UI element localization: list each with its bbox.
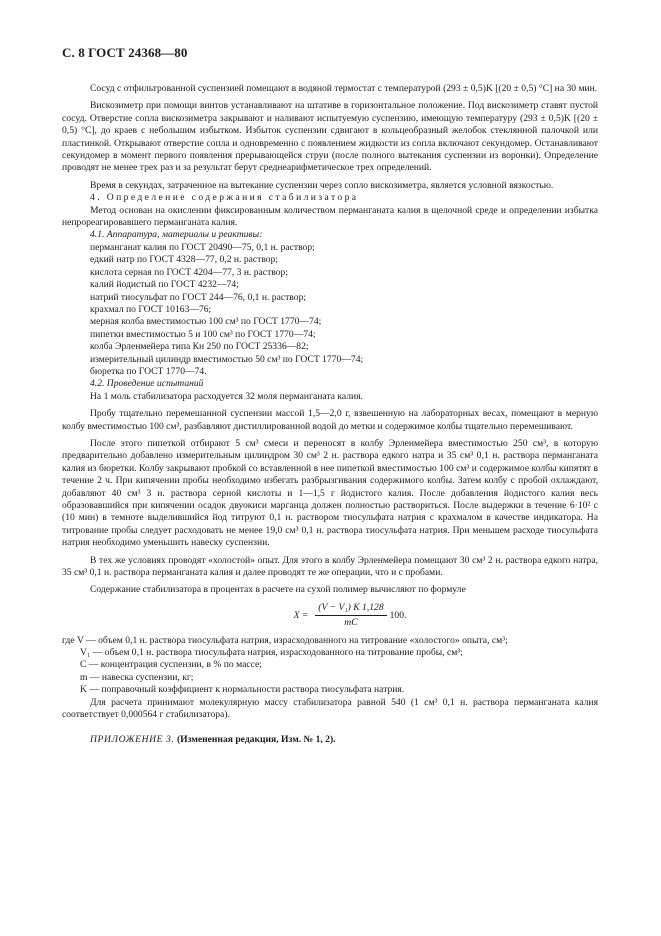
definition-m: m — навеска суспензии, кг; bbox=[80, 671, 194, 683]
page-header: С. 8 ГОСТ 24368—80 bbox=[62, 45, 188, 60]
list-item: калий йодистый по ГОСТ 4232—74; bbox=[90, 279, 239, 291]
paragraph-stoichiometry: На 1 моль стабилизатора расходуется 32 моля перманганата калия. bbox=[90, 390, 363, 402]
section-4-heading: 4. Определение содержания стабилизатора bbox=[90, 192, 359, 204]
formula-numerator: (V − V₁) K 1,128 bbox=[315, 602, 386, 616]
definition-c: C — концентрация суспензии, в % по массе; bbox=[80, 659, 262, 671]
paragraph-molecular-mass: Для расчета принимают молекулярную массу стабилизатора равной 540 (1 см³ 0,1 н. раствора перманганата калия соответствует 0,000564 г стабилизатора). bbox=[62, 696, 598, 721]
paragraph-sample-prep: Пробу тщательно перемешанной суспензии массой 1,5—2,0 г, взвешенную на лабораторных весах, помещают в мерную колбу вместимостью 100 см³, разбавляют дистиллированной водой до метки и содержимое колбы тщательно перемешивают. bbox=[62, 408, 598, 432]
list-item: мерная колба вместимостью 100 см³ по ГОСТ 1770—74; bbox=[90, 316, 322, 328]
formula-multiplier: 100. bbox=[389, 609, 407, 621]
document-body bbox=[62, 78, 598, 746]
paragraph-formula-intro: Содержание стабилизатора в процентах в расчете на сухой полимер вычисляют по формуле bbox=[90, 584, 466, 596]
definition-v: где V — объем 0,1 н. раствора тиосульфата натрия, израсходованного на титрование «холостого» опыта, см³; bbox=[62, 634, 508, 646]
list-item: колба Эрленмейера типа Кн 250 по ГОСТ 25336—82; bbox=[90, 341, 309, 353]
paragraph-method-basis: Метод основан на окислении фиксированным количеством перманганата калия в щелочной среде и определении избытка непрореагировавшего перманганата калия. bbox=[62, 204, 598, 229]
formula-fraction bbox=[315, 602, 386, 630]
list-item: кислота серная по ГОСТ 4204—77, 3 н. раствор; bbox=[90, 266, 288, 278]
appendix-note bbox=[62, 734, 598, 746]
subsection-4-1-heading: 4.1. Аппаратура, материалы и реактивы: bbox=[90, 229, 263, 241]
list-item: бюретка по ГОСТ 1770—74. bbox=[90, 365, 207, 377]
list-item: перманганат калия по ГОСТ 20490—75, 0,1 н. раствор; bbox=[90, 241, 315, 253]
stabilizer-formula bbox=[102, 602, 598, 630]
formula-definitions bbox=[62, 635, 598, 697]
paragraph-blank-test: В тех же условиях проводят «холостой» опыт. Для этого в колбу Эрленмейера помещают 30 см³ 2 н. раствора едкого натра, 35 см³ 0,1 н. раствора перманганата калия и далее проводят те же операции, что и с пробами. bbox=[62, 554, 598, 579]
subsection-4-2-heading: 4.2. Проведение испытаний bbox=[90, 378, 204, 390]
list-item: измерительный цилиндр вместимостью 50 см³ по ГОСТ 1770—74; bbox=[90, 353, 364, 365]
definition-k: K — поправочный коэффициент к нормальности раствора тиосульфата натрия. bbox=[80, 684, 405, 696]
list-item: натрий тиосульфат по ГОСТ 244—76, 0,1 н. раствор; bbox=[90, 291, 307, 303]
list-item: едкий натр по ГОСТ 4328—77, 0,2 н. раствор; bbox=[90, 254, 279, 266]
formula-denominator: mC bbox=[344, 617, 358, 629]
definition-v1: V₁ — объем 0,1 н. раствора тиосульфата натрия, израсходованного на титрование пробы, см³; bbox=[80, 647, 463, 659]
paragraph-viscometer-procedure: Вискозиметр при помощи винтов устанавливают на штативе в горизонтальное положение. Под вискозиметр ставят пустой сосуд. Отверстие сопла вискозиметра закрывают и наливают испытуемую суспензию, имеющую температуру (293 ± 0,5)K [(20 ± 0,5) °C], до краев с небольшим избытком. Избыток суспензии сдвигают в кольцеобразный желобок стеклянной палочкой или пластинкой. Открывают отверстие сопла и одновременно с появлением жидкости из сопла включают секундомер. Останавливают секундомер в момент первого появления прерывающейся струи (после полного вытекания суспензии из воронки). Определение проводят не менее трех раз и за результат берут среднеарифметическое трех определений. bbox=[62, 100, 598, 174]
paragraph-conditional-viscosity: Время в секундах, затраченное на вытекание суспензии через сопло вискозиметра, является условной вязкостью. bbox=[90, 179, 554, 191]
appendix-label: ПРИЛОЖЕНИЕ 3. bbox=[90, 733, 175, 745]
paragraph-thermostat: Сосуд с отфильтрованной суспензией помещают в водяной термостат с температурой (293 ± 0,5)K [(20 ± 0,5) °C] на 30 мин. bbox=[90, 83, 598, 94]
materials-list bbox=[62, 242, 598, 378]
formula-lhs: X = bbox=[293, 609, 309, 621]
list-item: пипетки вместимостью 5 и 100 см³ по ГОСТ 1770—74; bbox=[90, 328, 316, 340]
paragraph-titration: После этого пипеткой отбирают 5 см³ смеси и переносят в колбу Эрленмейера вместимостью 250 см³, в которую предварительно добавлено измерительным цилиндром 30 см³ 2 н. раствора едкого натра и 35 см³ 0,1 н. раствора перманганата калия из бюретки. Колбу закрывают пробкой со вставленной в нее пипеткой вместимостью 100 см³ и содержимое колбы кипятят в течение 2 ч. При кипячении пробы необходимо избегать разбрызгивания содержимого колбы. Затем колбу с пробой охлаждают, добавляют 40 см³ 3 н. раствора серной кислоты и 1—1,5 г йодистого калия. После добавления йодистого калия весь образовавшийся при кипячении осадок двуокиси марганца должен полностью раствориться. После выдержки в течение 6·10² с (10 мин) в темноте выделившийся йод титруют 0,1 н. раствором тиосульфата натрия с крахмалом в качестве индикатора. На титрование пробы следует расходовать не менее 19,0 см³ 0,1 н. раствора тиосульфата натрия. При меньшем расходе тиосульфата натрия необходимо уменьшить навеску суспензии. bbox=[62, 437, 598, 549]
list-item: крахмал по ГОСТ 10163—76; bbox=[90, 303, 212, 315]
amendment-note: (Измененная редакция, Изм. № 1, 2). bbox=[176, 733, 336, 745]
